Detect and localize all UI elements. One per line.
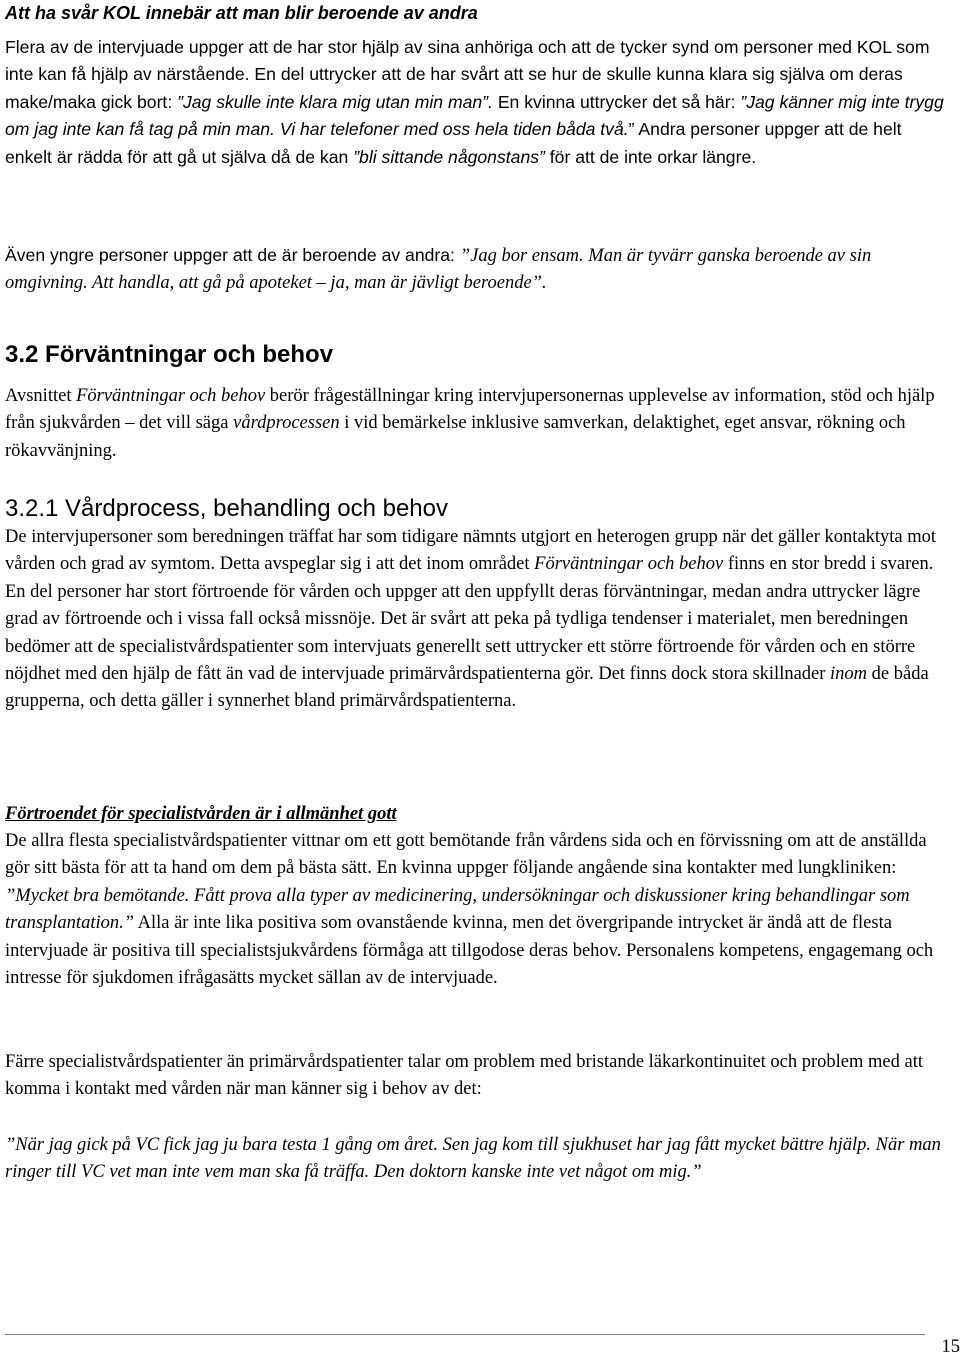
text: De allra flesta specialistvårdspatienter vittnar om ett gott bemötande från vårdens sida och en förvissning om att de anställda gör sitt bästa för att ta hand om dem på bästa sätt. En kvinna uppger följande angående sina kontakter med lungkliniken: [5, 831, 927, 879]
text: de båda grupperna, och detta gäller i synnerhet bland primärvårdspatienterna. [5, 664, 929, 712]
quote: ”bli sittande någonstans” [353, 146, 545, 167]
text: Avsnittet [5, 386, 77, 406]
quote: ”Jag känner mig inte trygg om jag inte kan få tag på min man. Vi har telefoner med oss hela tiden båda två. [5, 91, 944, 140]
paragraph-dependence-relatives [5, 34, 950, 171]
text: finns en stor bredd i svaren. En del personer har stort förtroende för vården och uppger att den uppfyllt deras förväntningar, medan andra uttrycker lägre grad av förtroende och i vissa fall också missnöje. Det är svårt att peka på tydliga tendenser i materialet, men beredningen bedömer att de specialistvårdspatienter som intervjuats generellt sett uttrycker ett större förtroende för vården och en större nöjdhet med den hjälp de fått än vad de intervjuade primärvårdspatienterna gör. Det finns dock stora skillnader [5, 554, 934, 685]
paragraph-younger-persons [5, 242, 950, 298]
subheading-trust: Förtroendet för specialistvården är i allmänhet gott [5, 804, 397, 824]
heading-3-2-1: 3.2.1 Vårdprocess, behandling och behov [5, 495, 448, 522]
text: i vid bemärkelse inklusive samverkan, delaktighet, eget ansvar, rökning och rökavvänjning. [5, 413, 906, 461]
quote: ”Jag skulle inte klara mig utan min man”. [177, 91, 493, 112]
paragraph-fewer-specialist: Färre specialistvårdspatienter än primärvårdspatienter talar om problem med bristande läkarkontinuitet och problem med att komma i kontakt med vården när man känner sig i behov av det: [5, 1052, 923, 1100]
text: ” Andra personer uppger att de helt enkelt är rädda för att gå ut själva då de kan [5, 119, 902, 167]
italic-term: Förväntningar och behov [76, 386, 266, 406]
quote: ”Jag bor ensam. Man är tyvärr ganska beroende av sin omgivning. Att handla, att gå på apoteket – ja, man är jävligt beroende”. [5, 246, 872, 294]
text: för att de inte orkar längre. [544, 146, 757, 167]
paragraph-expectations-intro [5, 383, 950, 465]
text: berör frågeställningar kring intervjupersonernas upplevelse av information, stöd och hjälp från sjukvården – det vill säga [5, 386, 935, 434]
footer-rule [5, 1334, 925, 1335]
quote-block [5, 1132, 950, 1187]
text: Även yngre personer uppger att de är beroende av andra: [5, 245, 460, 265]
paragraph-care-process [5, 524, 950, 716]
section-heading: Att ha svår KOL innebär att man blir beroende av andra [5, 3, 478, 23]
text: En kvinna uttrycker det så här: [492, 91, 741, 112]
italic-term: inom [830, 664, 868, 685]
paragraph-specialist-trust [5, 828, 950, 992]
heading-3-2: 3.2 Förväntningar och behov [5, 341, 334, 368]
italic-term: Förväntningar och behov [534, 554, 724, 575]
page-number: 15 [941, 1337, 960, 1357]
text: Alla är inte lika positiva som ovanstående kvinna, men det övergripande intrycket är ändå att de flesta intervjuade är positiva till specialistsjukvårdens förmåga att tillgodose deras behov. Personalens kompetens, engagemang och intresse för sjukdomen ifrågasätts mycket sällan av de intervjuade. [5, 913, 934, 989]
quote: ”När jag gick på VC fick jag ju bara testa 1 gång om året. Sen jag kom till sjukhuset har jag fått mycket bättre hjälp. När man ringer till VC vet man inte vem man ska få träffa. Den doktorn kanske inte vet något om mig.” [5, 1135, 941, 1183]
text: Flera av de intervjuade uppger att de har stor hjälp av sina anhöriga och att de tycker synd om personer med KOL som inte kan få hjälp av närstående. En del uttrycker att de har svårt att se hur de skulle kunna klara sig själva om deras make/maka gick bort: [5, 37, 930, 112]
italic-term: vårdprocessen [233, 413, 340, 434]
text: De intervjupersoner som beredningen träffat har som tidigare nämnts utgjort en heterogen grupp när det gäller kontaktyta mot vården och grad av symtom. Detta avspeglar sig i att det inom området [5, 527, 937, 575]
quote: ”Mycket bra bemötande. Fått prova alla typer av medicinering, undersökningar och diskussioner kring behandlingar som transplantation.” [5, 885, 910, 934]
